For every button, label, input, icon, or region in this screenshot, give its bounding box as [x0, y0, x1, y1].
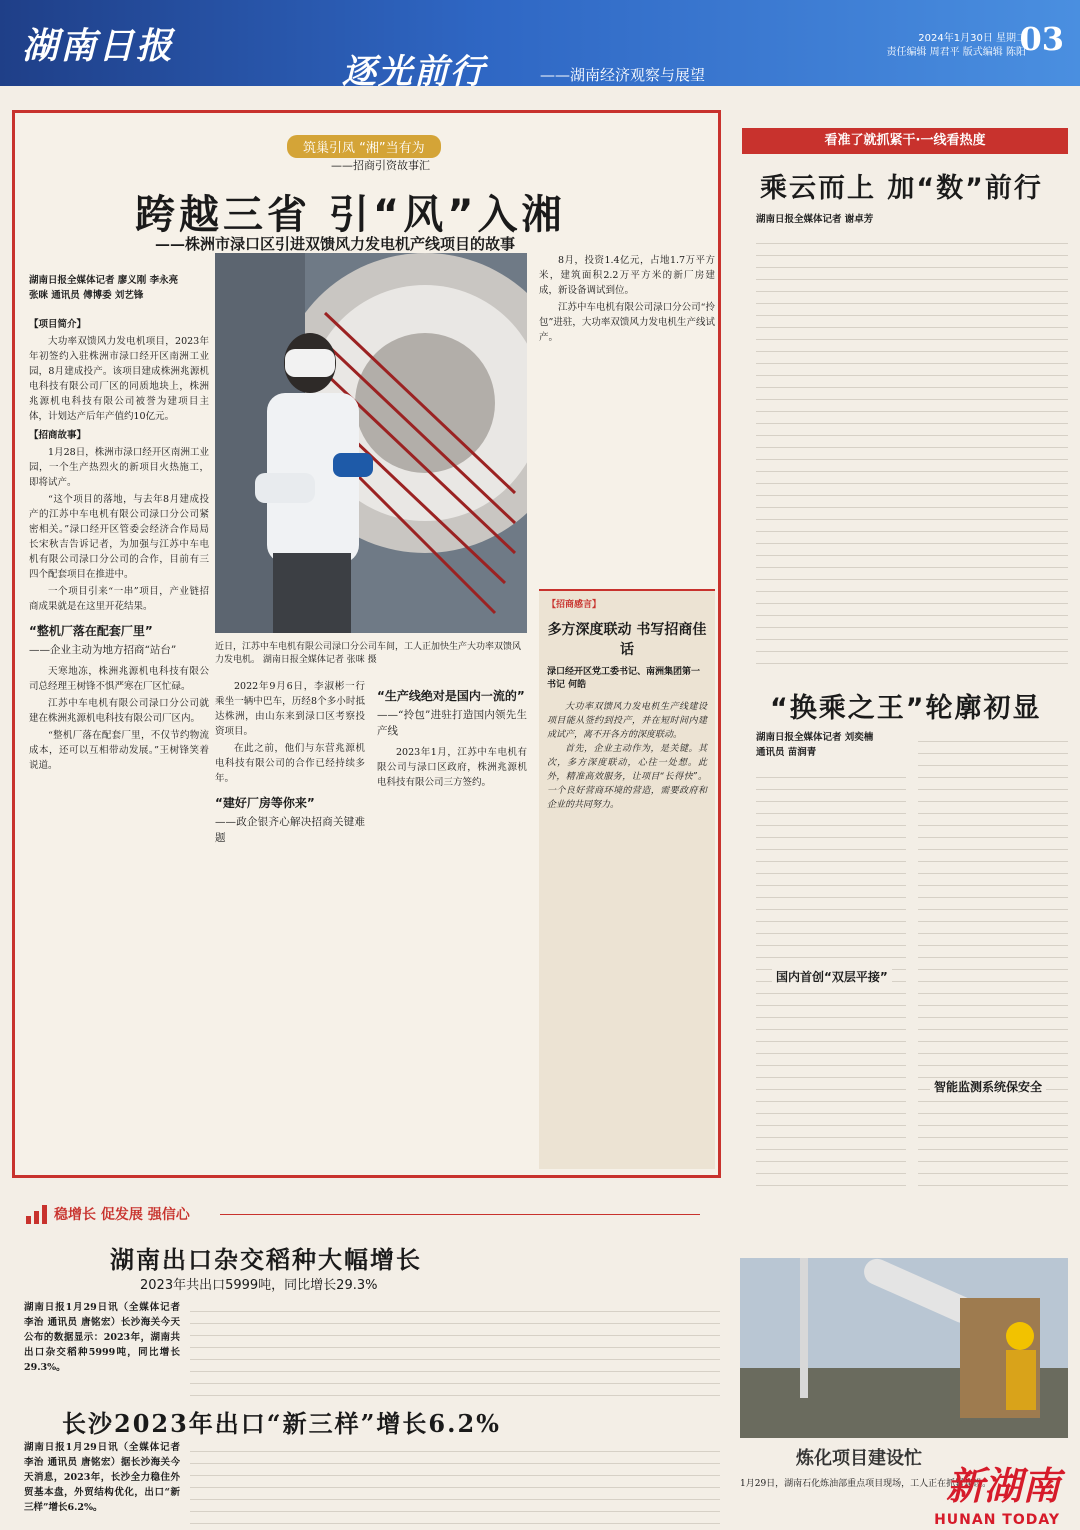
news-subtitle-1: 2023年共出口5999吨，同比增长29.3%	[140, 1278, 378, 1293]
factory-photo-image	[215, 253, 527, 633]
issue-date: 2024年1月30日 星期二	[918, 33, 1026, 44]
col4-p2: 江苏中车电机有限公司渌口分公司“拎包”进驻，大功率双馈风力发电机生产线试产。	[539, 302, 715, 343]
tag-intro: 【项目简介】	[29, 319, 87, 330]
news-title-2[interactable]: 长沙2023年出口“新三样”增长6.2%	[62, 1409, 501, 1438]
watermark-logo: 新湖南	[945, 1464, 1060, 1508]
feature-subtitle: ——株洲市渌口区引进双馈风力发电机产线项目的故事	[155, 235, 516, 253]
kicker-badge: 筑巢引凤 “湘”当有为	[287, 135, 441, 158]
news-lede-2: 湖南日报1月29日讯（全媒体记者 李治 通讯员 唐铭宏）据长沙海关今天消息，2023年，长沙全力稳住外贸基本盘，外贸结构优化，出口“新三样”增长6.2%。	[24, 1442, 180, 1513]
feature-column-1	[29, 313, 209, 1173]
news-title-1[interactable]: 湖南出口杂交稻种大幅增长	[110, 1245, 422, 1274]
col4-p1: 8月，投资1.4亿元，占地1.7万平方米，建筑面积2.2万平方米的新厂房建成，新设备调试到位。	[539, 255, 715, 296]
section-rule	[220, 1214, 700, 1215]
feature-title[interactable]: 跨越三省 引“风”入湘	[135, 192, 566, 238]
callout-p1: 大功率双馈风力发电机生产线建设项目能从签约到投产，并在短时间内建成试产，离不开各方的深度联动。	[547, 702, 707, 740]
watermark-english: HUNAN TODAY	[934, 1512, 1060, 1528]
callout-tag: 【招商感言】	[547, 600, 602, 610]
tag-story: 【招商故事】	[29, 430, 87, 441]
right-top-title[interactable]: 乘云而上 加“数”前行	[760, 173, 1043, 204]
feature-article	[12, 110, 721, 1178]
callout-title: 多方深度联动 书写招商佳话	[547, 622, 707, 658]
masthead[interactable]: 湖南日报	[22, 25, 175, 67]
section-label: 稳增长 促发展 强信心	[54, 1207, 190, 1223]
photo-story-title: 炼化项目建设忙	[796, 1448, 922, 1469]
photo-story-caption: 1月29日，湖南石化炼油部重点项目现场，工人正在抓紧建设。	[740, 1479, 992, 1489]
news-2-body-lines	[190, 1440, 720, 1524]
sub-head-1b: ——企业主动为地方招商“站台”	[29, 644, 177, 656]
intro-text: 大功率双馈风力发电机项目，2023年年初签约入驻株洲市渌口经开区南洲工业园，8月建成投产。该项目建成株洲兆源机电科技有限公司厂区的同质地块上，株洲兆源机电科技有限公司被誉为建项目主体，计划达产后年产值约10亿元。	[29, 336, 209, 422]
byline-line-1: 湖南日报全媒体记者 廖义刚 李永亮	[29, 275, 179, 286]
sub-head-2b: ——政企银齐心解决招商关键难题	[215, 816, 365, 844]
sub-head-3b: ——“拎包”进驻打造国内领先生产线	[377, 709, 527, 737]
sub-head-1: “整机厂落在配套厂里”	[29, 624, 153, 638]
factory-photo	[215, 253, 527, 633]
news-lede-1: 湖南日报1月29日讯（全媒体记者 李治 通讯员 唐铭宏）长沙海关今天公布的数据显示：2023年，湖南共出口杂交稻种5999吨，同比增长29.3%。	[24, 1302, 180, 1373]
right-banner: 看准了就抓紧干·一线看热度	[742, 128, 1068, 154]
col4-p3: 2023年1月，江苏中车电机有限公司与渌口区政府，株洲兆源机电科技有限公司三方签约。	[377, 747, 527, 788]
story-p2: “这个项目的落地，与去年8月建成投产的江苏中车电机有限公司渌口分公司紧密相关。”渌口经开区管委会经济合作局局长宋秋吉告诉记者，为加强与江苏中车电机有限公司渌口分公司的合作，目前有三四个配套项目在推进中。	[29, 494, 209, 580]
right-top-byline: 湖南日报全媒体记者 谢卓芳	[756, 214, 874, 225]
story-p3: 一个项目引来“一串”项目，产业链招商成果就是在这里开花结果。	[29, 586, 209, 612]
photo-caption: 近日，江苏中车电机有限公司渌口分公司车间，工人正加快生产大功率双馈风力发电机。 湖南日报全媒体记者 张咪 摄	[215, 642, 522, 665]
col2-p1: 天寒地冻，株洲兆源机电科技有限公司总经理王树锋不惧严寒在厂区忙碌。	[29, 666, 209, 692]
right-mid-subhead-b: 智能监测系统保安全	[930, 1078, 1046, 1096]
refinery-photo	[740, 1258, 1068, 1438]
sub-head-3: “生产线绝对是国内一流的”	[377, 689, 525, 703]
feature-column-3	[215, 679, 365, 1175]
callout-body	[547, 700, 707, 812]
col2-p3: “整机厂落在配套厂里，不仅节约物流成本，还可以互相带动发展。”王树锋笑着说道。	[29, 730, 209, 771]
page-header	[0, 0, 1080, 92]
right-mid-body-lines-b	[918, 730, 1068, 1186]
right-mid-byline-1: 湖南日报全媒体记者 刘奕楠	[756, 732, 874, 743]
feature-column-5	[539, 253, 715, 579]
right-mid-title[interactable]: “换乘之王”轮廓初显	[770, 693, 1042, 724]
callout-p2: 首先，企业主动作为，是关键。其次，多方深度联动，心往一处想。此外，精准高效服务，让项目“长得快”。一个良好营商环境的营造，需要政府和企业的共同努力。	[547, 744, 707, 810]
kicker-subtitle: ——招商引资故事汇	[331, 159, 430, 172]
col2-p2: 江苏中车电机有限公司渌口分公司就建在株洲兆源机电科技有限公司厂区内。	[29, 698, 209, 724]
news-1-body-lines	[190, 1300, 720, 1396]
col3-p1: 2022年9月6日，李淑彬一行乘坐一辆中巴车，历经8个多小时抵达株洲，由山东来到渌口区考察投资项目。	[215, 681, 365, 737]
callout-box	[539, 589, 715, 1169]
editor-line: 责任编辑 周君平 版式编辑 陈阳	[886, 47, 1026, 58]
right-mid-byline-2: 通讯员 苗润青	[756, 747, 817, 758]
column-title: 逐光前行	[342, 52, 486, 92]
story-p1: 1月28日，株洲市渌口经开区南洲工业园，一个生产热烈火的新项目火热施工，即将试产。	[29, 447, 209, 488]
byline-line-2: 张咪 通讯员 傅博委 刘艺锋	[29, 290, 144, 301]
refinery-photo-image	[740, 1258, 1068, 1438]
right-top-body-lines	[756, 232, 1068, 672]
issue-meta	[886, 32, 1026, 60]
section-bar	[20, 1200, 720, 1232]
right-mid-byline	[756, 730, 916, 760]
column-subtitle: ——湖南经济观察与展望	[540, 66, 706, 84]
col3-p2: 在此之前，他们与东营兆源机电科技有限公司的合作已经持续多年。	[215, 743, 365, 784]
callout-byline: 渌口经开区党工委书记、南洲集团第一书记 何皓	[547, 667, 701, 690]
growth-chart-icon	[24, 1202, 52, 1226]
feature-byline	[29, 273, 209, 303]
right-mid-subhead-a: 国内首创“双层平接”	[772, 968, 892, 986]
feature-column-4	[377, 679, 527, 1175]
page-number: 03	[1019, 20, 1064, 58]
sub-head-2: “建好厂房等你来”	[215, 796, 315, 810]
